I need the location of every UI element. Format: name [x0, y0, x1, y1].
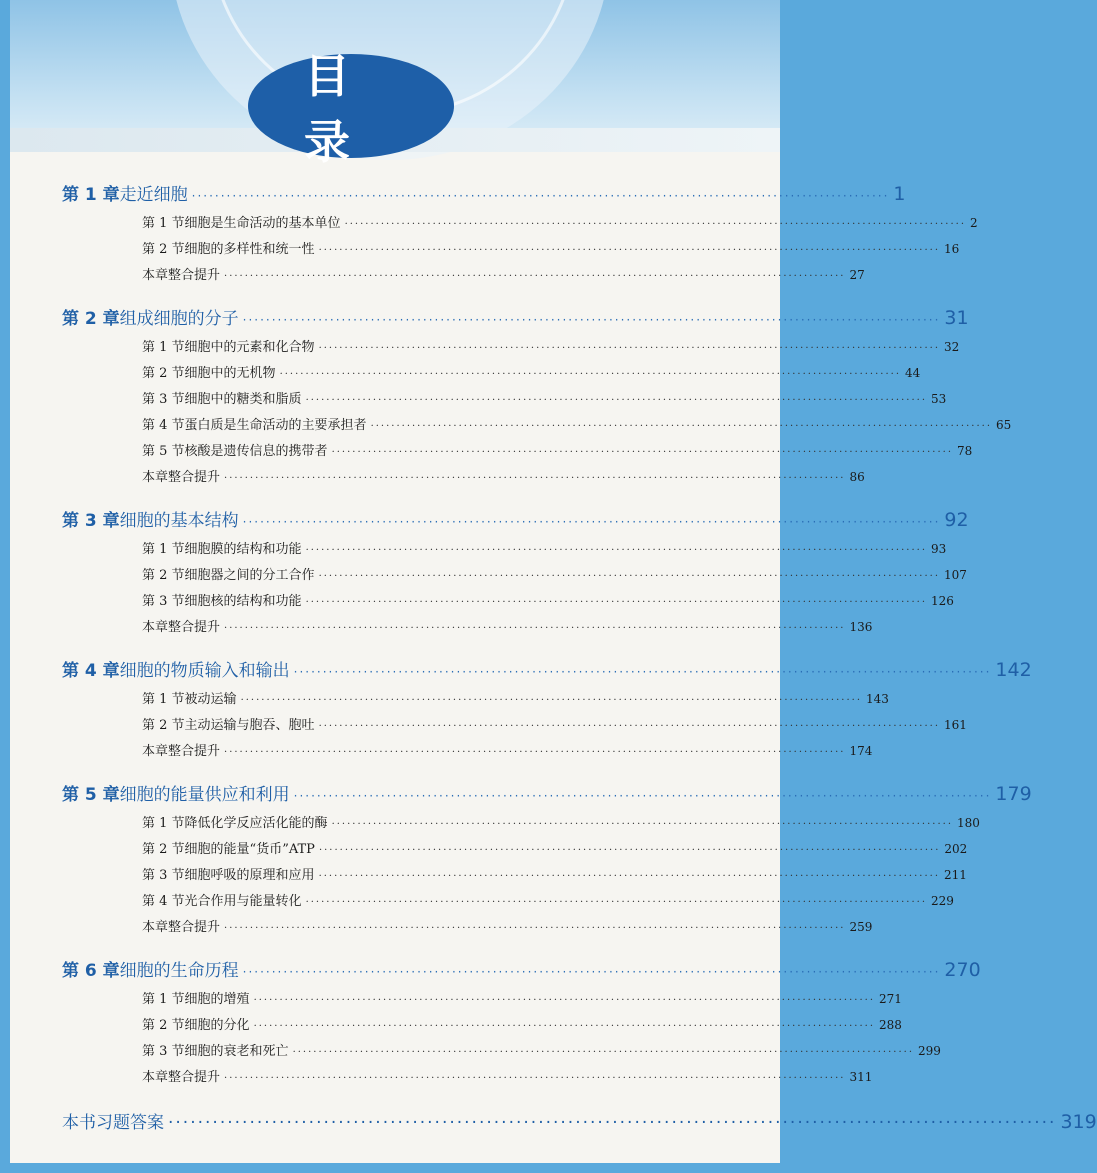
- dot-leader: ························································································································: [305, 597, 928, 608]
- page-number: 86: [849, 470, 865, 484]
- section-title: 蛋白质是生命活动的主要承担者: [184, 418, 367, 433]
- dot-leader: ························································································································: [305, 545, 928, 556]
- page-number: 288: [879, 1018, 902, 1032]
- chapter-number: 第 4 章: [62, 661, 120, 681]
- dot-leader: ························································································································: [318, 845, 941, 856]
- section-number: 第 1 节: [142, 816, 185, 831]
- page-number: 143: [866, 692, 889, 706]
- section-number: 第 1 节: [142, 542, 185, 557]
- section-title: 本章整合提升: [142, 1070, 221, 1085]
- section-entry[interactable]: [142, 212, 978, 231]
- chapter-entry[interactable]: [62, 304, 969, 329]
- chapter-title: 组成细胞的分子: [119, 309, 239, 329]
- dot-leader: ························································································································: [191, 189, 890, 203]
- chapter-title: 细胞的生命历程: [119, 961, 239, 981]
- dot-leader: ························································································································: [224, 623, 846, 634]
- page-number: 93: [931, 542, 947, 556]
- section-title: 细胞呼吸的原理和应用: [184, 868, 315, 883]
- section-number: 第 2 节: [142, 568, 185, 583]
- chapter-entry[interactable]: [62, 506, 969, 531]
- chapter-entry[interactable]: [62, 780, 1032, 805]
- section-number: 第 3 节: [142, 868, 185, 883]
- page-number: 179: [995, 783, 1032, 805]
- section-number: 第 2 节: [142, 718, 185, 733]
- section-title: 细胞器之间的分工合作: [184, 568, 315, 583]
- section-entry[interactable]: [142, 264, 865, 283]
- dot-leader: ························································································································: [344, 219, 967, 230]
- section-entry[interactable]: [142, 238, 960, 257]
- section-title: 细胞的多样性和统一性: [184, 242, 315, 257]
- chapter-number: 第 1 章: [62, 185, 120, 205]
- dot-leader: ························································································································: [253, 995, 876, 1006]
- dot-leader: ························································································································: [318, 245, 941, 256]
- section-entry[interactable]: [142, 616, 873, 635]
- page-number: 136: [849, 620, 873, 634]
- page-number: 142: [995, 659, 1032, 681]
- page-title: 目 录: [304, 49, 406, 169]
- section-entry[interactable]: [142, 688, 889, 707]
- chapter-title: 细胞的基本结构: [119, 511, 239, 531]
- section-number: 第 2 节: [142, 366, 185, 381]
- section-entry[interactable]: [142, 864, 967, 883]
- section-title: 细胞中的元素和化合物: [184, 340, 315, 355]
- page-number: 180: [957, 816, 980, 830]
- chapter-title: 细胞的物质输入和输出: [119, 661, 290, 681]
- page-number: 161: [944, 718, 967, 732]
- dot-leader: ························································································································: [240, 695, 863, 706]
- section-entry[interactable]: [142, 740, 873, 759]
- section-title: 主动运输与胞吞、胞吐: [184, 718, 315, 733]
- dot-leader: ························································································································: [305, 897, 928, 908]
- section-title: 细胞的衰老和死亡: [184, 1044, 289, 1059]
- dot-leader: ························································································································: [224, 1073, 846, 1084]
- page-number: 107: [944, 568, 967, 582]
- section-entry[interactable]: [142, 388, 947, 407]
- page-number: 2: [970, 216, 978, 230]
- page-number: 174: [849, 744, 873, 758]
- chapter-number: 第 6 章: [62, 961, 120, 981]
- dot-leader: ························································································································: [292, 1047, 915, 1058]
- section-title: 核酸是遗传信息的携带者: [184, 444, 328, 459]
- section-title: 本章整合提升: [142, 620, 221, 635]
- section-entry[interactable]: [142, 538, 947, 557]
- section-entry[interactable]: [142, 838, 968, 857]
- section-entry[interactable]: [142, 414, 1012, 433]
- dot-leader: ························································································································: [305, 395, 928, 406]
- page-number: 32: [944, 340, 960, 354]
- dot-leader: ························································································································: [224, 271, 846, 282]
- section-title: 本章整合提升: [142, 744, 221, 759]
- section-entry[interactable]: [142, 590, 954, 609]
- dot-leader: ························································································································: [318, 871, 941, 882]
- section-entry[interactable]: [142, 890, 954, 909]
- answers-entry[interactable]: [62, 1108, 1097, 1133]
- page-number: 211: [944, 868, 967, 882]
- page-number: 44: [905, 366, 921, 380]
- page-number: 229: [931, 894, 954, 908]
- section-title: 细胞膜的结构和功能: [184, 542, 302, 557]
- section-number: 第 2 节: [142, 842, 185, 857]
- section-number: 第 3 节: [142, 1044, 185, 1059]
- page-number: 311: [849, 1070, 873, 1084]
- dot-leader: ························································································································: [318, 343, 941, 354]
- page-number: 16: [944, 242, 960, 256]
- section-title: 本章整合提升: [142, 920, 221, 935]
- section-number: 第 5 节: [142, 444, 185, 459]
- page-number: 271: [879, 992, 902, 1006]
- section-entry[interactable]: [142, 466, 865, 485]
- section-title: 细胞是生命活动的基本单位: [184, 216, 341, 231]
- section-number: 第 1 节: [142, 216, 185, 231]
- page-number: 27: [849, 268, 865, 282]
- section-number: 第 3 节: [142, 594, 185, 609]
- chapter-title: 走近细胞: [119, 185, 188, 205]
- chapter-entry[interactable]: [62, 656, 1032, 681]
- chapter-number: 第 2 章: [62, 309, 120, 329]
- dot-leader: ························································································································: [318, 721, 941, 732]
- page-number: 53: [931, 392, 947, 406]
- section-number: 第 3 节: [142, 392, 185, 407]
- section-number: 第 1 节: [142, 692, 185, 707]
- dot-leader: ························································································································: [242, 965, 941, 979]
- page-number: 31: [944, 307, 969, 329]
- dot-leader: ························································································································: [293, 789, 992, 803]
- page-number: 1: [893, 183, 906, 205]
- dot-leader: ························································································································: [224, 923, 846, 934]
- section-title: 光合作用与能量转化: [184, 894, 302, 909]
- section-entry[interactable]: [142, 1066, 873, 1085]
- section-title: 细胞的能量“货币”ATP: [184, 842, 315, 857]
- section-title: 降低化学反应活化能的酶: [184, 816, 328, 831]
- chapter-number: 第 3 章: [62, 511, 120, 531]
- dot-leader: ························································································································: [168, 1113, 1057, 1133]
- section-entry[interactable]: [142, 440, 973, 459]
- section-entry[interactable]: [142, 714, 967, 733]
- dot-leader: ························································································································: [370, 421, 993, 432]
- page-number: 270: [944, 959, 981, 981]
- page-number: 65: [996, 418, 1012, 432]
- section-entry[interactable]: [142, 1040, 941, 1059]
- section-title: 细胞中的无机物: [184, 366, 276, 381]
- section-number: 第 2 节: [142, 242, 185, 257]
- section-title: 本章整合提升: [142, 470, 221, 485]
- dot-leader: ························································································································: [224, 747, 846, 758]
- chapter-title: 细胞的能量供应和利用: [119, 785, 290, 805]
- page-number: 319: [1060, 1111, 1097, 1133]
- page-sheet: [10, 0, 1097, 1163]
- section-entry[interactable]: [142, 564, 967, 583]
- section-title: 细胞的分化: [184, 1018, 250, 1033]
- section-entry[interactable]: [142, 362, 921, 381]
- section-number: 第 1 节: [142, 340, 185, 355]
- dot-leader: ························································································································: [279, 369, 902, 380]
- section-entry[interactable]: [142, 988, 902, 1007]
- page-number: 78: [957, 444, 973, 458]
- section-title: 被动运输: [184, 692, 237, 707]
- section-number: 第 2 节: [142, 1018, 185, 1033]
- section-title: 细胞的增殖: [184, 992, 250, 1007]
- section-entry[interactable]: [142, 916, 873, 935]
- chapter-entry[interactable]: [62, 956, 981, 981]
- dot-leader: ························································································································: [293, 665, 992, 679]
- page-number: 126: [931, 594, 954, 608]
- section-entry[interactable]: [142, 812, 980, 831]
- section-number: 第 4 节: [142, 894, 185, 909]
- answers-title: 本书习题答案: [62, 1113, 164, 1133]
- section-title: 本章整合提升: [142, 268, 221, 283]
- section-title: 细胞中的糖类和脂质: [184, 392, 302, 407]
- page-number: 202: [944, 842, 968, 856]
- section-title: 细胞核的结构和功能: [184, 594, 302, 609]
- table-of-contents: [10, 0, 1097, 1163]
- dot-leader: ························································································································: [331, 819, 954, 830]
- dot-leader: ························································································································: [224, 473, 846, 484]
- section-number: 第 1 节: [142, 992, 185, 1007]
- dot-leader: ························································································································: [242, 515, 941, 529]
- section-entry[interactable]: [142, 1014, 902, 1033]
- dot-leader: ························································································································: [242, 313, 941, 327]
- dot-leader: ························································································································: [331, 447, 954, 458]
- page-number: 259: [849, 920, 873, 934]
- section-entry[interactable]: [142, 336, 960, 355]
- section-number: 第 4 节: [142, 418, 185, 433]
- chapter-number: 第 5 章: [62, 785, 120, 805]
- chapter-entry[interactable]: [62, 180, 906, 205]
- page-number: 299: [918, 1044, 941, 1058]
- dot-leader: ························································································································: [318, 571, 941, 582]
- dot-leader: ························································································································: [253, 1021, 876, 1032]
- page-number: 92: [944, 509, 969, 531]
